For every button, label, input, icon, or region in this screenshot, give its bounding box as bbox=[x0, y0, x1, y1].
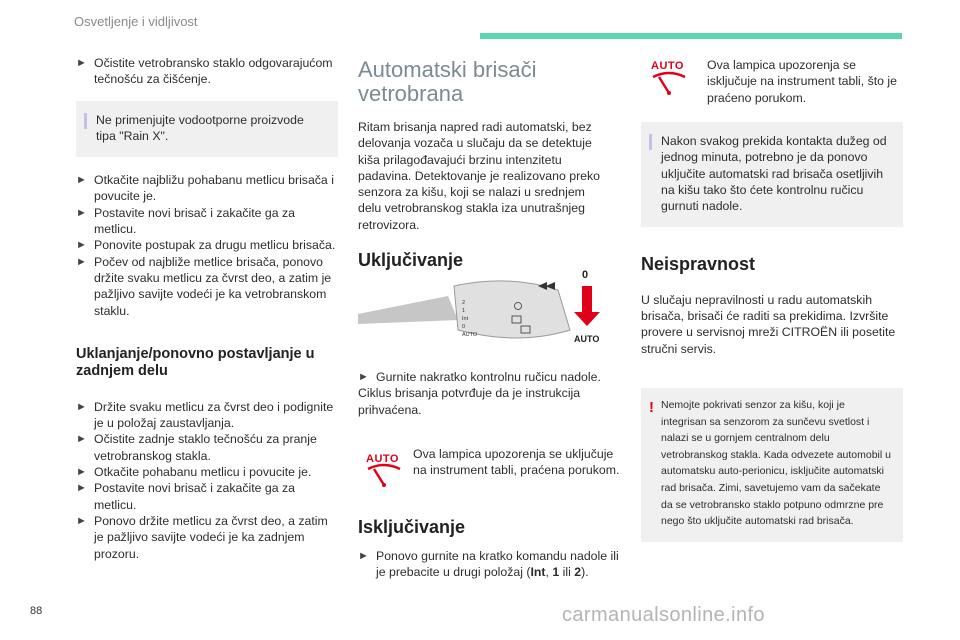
position-label: Int bbox=[462, 316, 469, 322]
push-down-arrow-icon bbox=[582, 286, 592, 312]
list-item bbox=[76, 431, 338, 464]
steps-list bbox=[76, 172, 338, 319]
section-heading-fault: Neispravnost bbox=[641, 254, 756, 275]
warning-lamp-on bbox=[358, 443, 620, 503]
note-marker-icon bbox=[84, 113, 87, 129]
bullet-icon: ► bbox=[76, 482, 87, 495]
bullet-icon: ► bbox=[76, 239, 87, 252]
list-item-text: Počev od najbliže metlice brisača, ponovo držite svaku metlicu za čvrst deo, a zatim je pažljivo savijte vodeći je ka vetrobranskom staklu. bbox=[94, 254, 332, 318]
warning-text: Nemojte pokrivati senzor za kišu, koji je integrisan sa senzorom za sunčevu svetlost i nalazi se u gornjem centralnom delu vetrobranskog stakla. Kada odvezete automobil u automatsku auto-perionicu, isključite automatski rad brisača. Zimi, savetujemo vam da sačekate da se vetrobransko staklo potpuno odmrzne pre nego što uključite automatski rad brisača. bbox=[661, 398, 891, 528]
column-1 bbox=[76, 55, 338, 562]
diagram-auto-label: AUTO bbox=[574, 334, 600, 344]
push-down-arrowhead-icon bbox=[574, 312, 600, 326]
diagram-top-label: 0 bbox=[582, 269, 589, 281]
info-note-text: Ne primenjujte vodootporne proizvode tipa "Rain X". bbox=[96, 112, 304, 143]
bullet-icon: ► bbox=[76, 206, 87, 219]
bullet-icon: ► bbox=[358, 371, 369, 383]
list-item bbox=[76, 205, 338, 238]
off-text-end: ). bbox=[581, 565, 589, 580]
position-label: 2 bbox=[462, 300, 466, 306]
list-item-text bbox=[376, 548, 620, 581]
position-2: 2 bbox=[574, 565, 582, 580]
list-item bbox=[358, 548, 620, 581]
confirm-paragraph: Ciklus brisanja potvrđuje da je instrukcija prihvaćena. bbox=[358, 386, 581, 417]
stalk-body bbox=[454, 281, 570, 338]
running-header: Osvetljenje i vidljivost bbox=[74, 14, 198, 29]
position-int: Int bbox=[530, 565, 546, 580]
position-label: 0 bbox=[462, 324, 466, 330]
intro-paragraph: Ritam brisanja napred radi automatski, bez delovanja vozača u slučaju da se detektuje kiša prilagođavajući brzinu intenzitetu padavina. Detektovanje je realizovano preko senzora za kišu, koji se nalazi u srednjem delu vetrobranskog stakla iza unutrašnjeg retrovizora. bbox=[358, 120, 600, 232]
list-item bbox=[76, 399, 338, 432]
list-item-text: Postavite novi brisač i zakačite ga za metlicu. bbox=[94, 481, 295, 512]
list-item-text: Držite svaku metlicu za čvrst deo i podignite je u položaj zaustavljanja. bbox=[94, 399, 334, 431]
bullet-icon: ► bbox=[76, 514, 87, 527]
bullet-icon: ► bbox=[76, 400, 87, 413]
column-2 bbox=[358, 57, 620, 271]
warning-lamp-off bbox=[641, 56, 903, 108]
column-2-lower bbox=[358, 369, 620, 581]
list-item bbox=[76, 254, 338, 319]
wiper-auto-icon bbox=[364, 463, 404, 489]
list-item-text: Otkačite najbližu pohabanu metlicu brisača i povucite je. bbox=[94, 173, 334, 204]
rear-steps-list bbox=[76, 399, 338, 562]
bullet-icon: ► bbox=[76, 57, 87, 69]
header-accent-bar bbox=[480, 33, 902, 39]
page-title-line-1: Automatski brisači bbox=[358, 57, 537, 82]
section-heading-on: Uključivanje bbox=[358, 250, 464, 271]
wiper-auto-icon bbox=[649, 71, 689, 97]
list-item bbox=[358, 369, 620, 385]
list-item-text: Ponovo držite metlicu za čvrst deo, a zatim je pažljivo savijte vodeći je ka zadnjem prozoru. bbox=[94, 513, 328, 561]
bullet-icon: ► bbox=[76, 174, 87, 187]
page-number: 88 bbox=[30, 605, 43, 617]
position-label: 1 bbox=[462, 308, 466, 314]
info-note bbox=[641, 122, 903, 227]
list-item bbox=[76, 55, 338, 88]
list-item bbox=[76, 513, 338, 562]
list-item-text: Očistite zadnje staklo tečnošću za pranje vetrobranskog stakla. bbox=[94, 432, 317, 463]
lamp-on-text: Ova lampica upozorenja se uključuje na instrument tabli, praćena porukom. bbox=[413, 446, 620, 478]
list-item bbox=[76, 480, 338, 513]
info-note-text: Nakon svakog prekida kontakta dužeg od jednog minuta, potrebno je da ponovo uključite automatski rad brisača osetljivih na kišu tako što ćete kontrolnu ručicu gurnuti nadole. bbox=[661, 134, 887, 214]
list-item bbox=[76, 464, 338, 480]
auto-lamp-label: AUTO bbox=[366, 452, 399, 465]
position-label: AUTO bbox=[462, 332, 478, 338]
lamp-off-text: Ova lampica upozorenja se isključuje na instrument tabli, što je praćeno porukom. bbox=[707, 58, 898, 105]
section-heading-rear: Uklanjanje/ponovno postavljanje u zadnjem delu bbox=[76, 345, 315, 379]
bullet-icon: ► bbox=[76, 255, 87, 268]
warning-exclamation-icon: ! bbox=[649, 398, 654, 416]
separator: ili bbox=[559, 565, 575, 580]
list-item-text: Postavite novi brisač i zakačite ga za metlicu. bbox=[94, 205, 295, 237]
page-title-line-2: vetrobrana bbox=[358, 81, 464, 106]
stalk-shaft bbox=[358, 296, 458, 324]
fault-paragraph: U slučaju nepravilnosti u radu automatskih brisača, brisači će raditi sa prekidima. Izvršite provere u servisnoj mreži CITROËN ili posetite stručni servis. bbox=[641, 292, 896, 356]
list-item bbox=[76, 172, 338, 205]
list-item-text: Očistite vetrobransko staklo odgovarajućom tečnošću za čišćenje. bbox=[94, 56, 333, 87]
separator: , bbox=[545, 565, 553, 580]
position-1: 1 bbox=[552, 565, 560, 580]
bullet-icon: ► bbox=[76, 433, 87, 446]
watermark: carmanualsonline.info bbox=[562, 604, 765, 626]
page-title bbox=[358, 58, 620, 106]
auto-lamp-label: AUTO bbox=[651, 60, 684, 72]
warning-note bbox=[641, 388, 903, 542]
list-item-text: Gurnite nakratko kontrolnu ručicu nadole. bbox=[376, 370, 601, 384]
info-note bbox=[76, 101, 338, 158]
section-heading-off: Isključivanje bbox=[358, 516, 466, 537]
list-item-text: Ponovite postupak za drugu metlicu brisača. bbox=[94, 238, 336, 253]
wiper-stalk-diagram bbox=[358, 268, 608, 358]
column-3 bbox=[641, 56, 903, 542]
bullet-icon: ► bbox=[358, 550, 369, 563]
list-item-text: Otkačite pohabanu metlicu i povucite je. bbox=[94, 465, 312, 480]
list-item bbox=[76, 237, 338, 253]
bullet-icon: ► bbox=[76, 466, 87, 479]
off-text-start: Ponovo gurnite na kratko komandu nadole ili je prebacite u drugi položaj ( bbox=[376, 549, 619, 580]
note-marker-icon bbox=[649, 134, 652, 150]
